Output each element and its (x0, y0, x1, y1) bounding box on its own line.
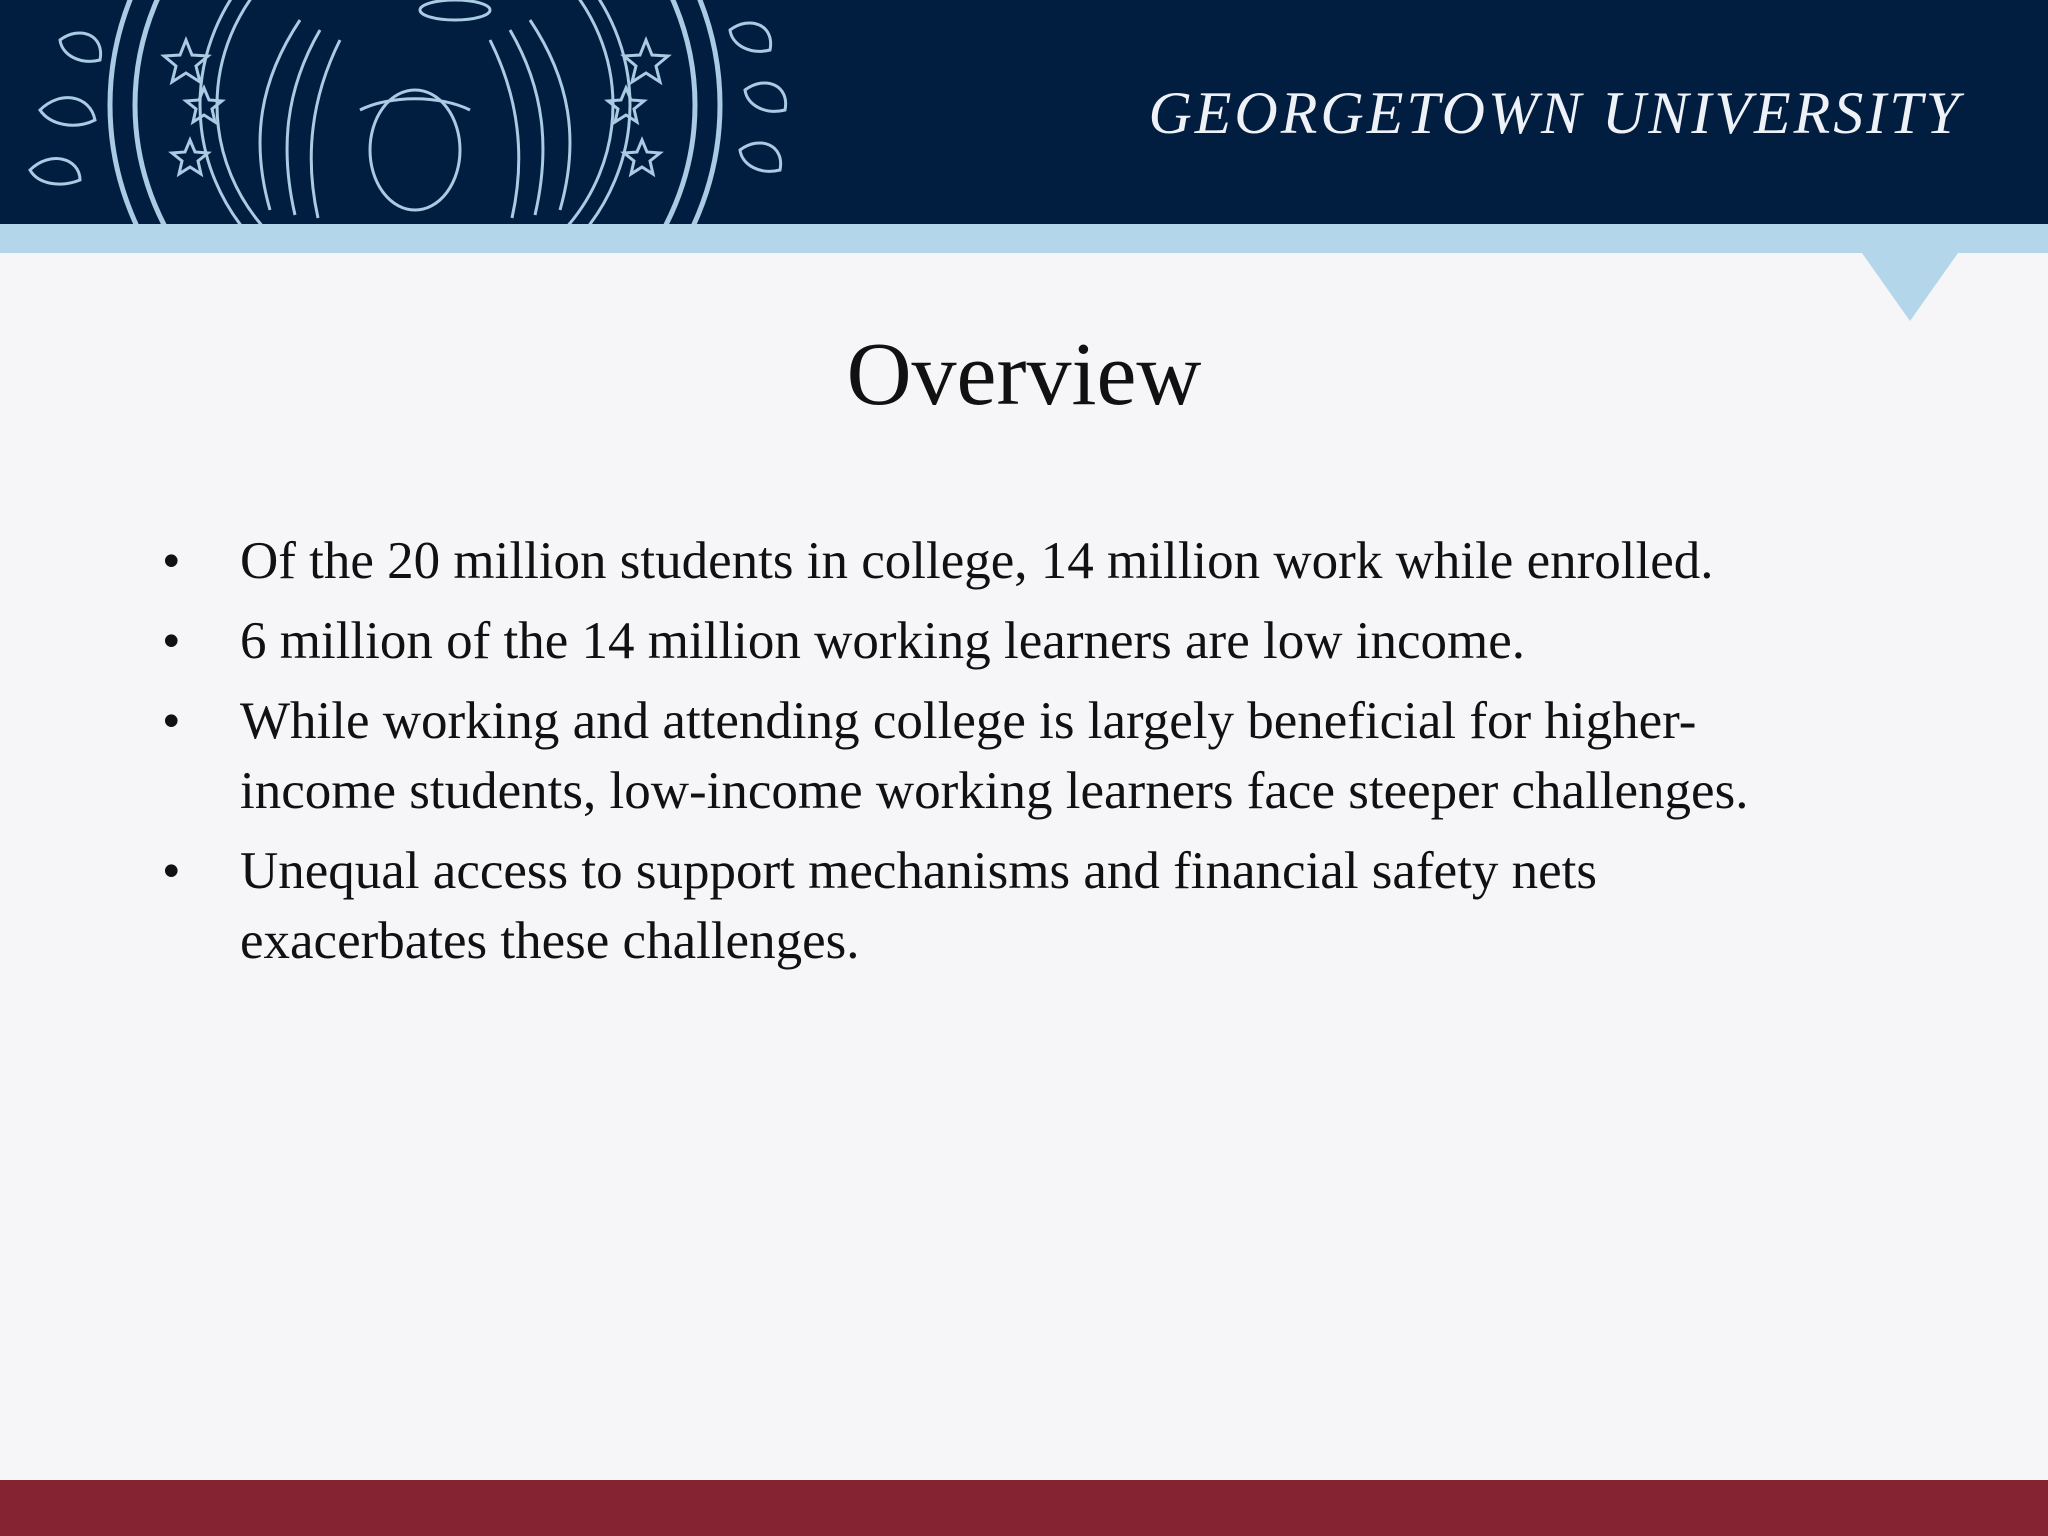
bullet-text: Unequal access to support mechanisms and financial safety nets exacerbates these challenges. (240, 842, 1597, 970)
bullet-dot-icon: • (162, 612, 181, 670)
header-band (0, 0, 2048, 224)
bullet-text: 6 million of the 14 million working learners are low income. (240, 612, 1525, 670)
bullet-item (150, 686, 1820, 826)
slide-title: Overview (846, 325, 1202, 424)
university-wordmark: GEORGETOWN UNIVERSITY (1148, 80, 1962, 146)
bullet-item (150, 836, 1820, 976)
bullet-item (150, 526, 2010, 596)
light-blue-band (0, 224, 2048, 253)
bullet-dot-icon: • (162, 692, 181, 750)
bullet-dot-icon: • (162, 532, 181, 590)
bullet-text: While working and attending college is largely beneficial for higher-income students, low-income working learners face steeper challenges. (240, 692, 1749, 820)
footer-band (0, 1480, 2048, 1536)
bullet-text: Of the 20 million students in college, 14 million work while enrolled. (240, 532, 1714, 590)
pennant-marker (1862, 253, 1958, 321)
bullet-item (150, 606, 2010, 676)
university-seal-icon (0, 0, 840, 224)
bullet-dot-icon: • (162, 842, 181, 900)
bullet-list (150, 526, 1950, 986)
